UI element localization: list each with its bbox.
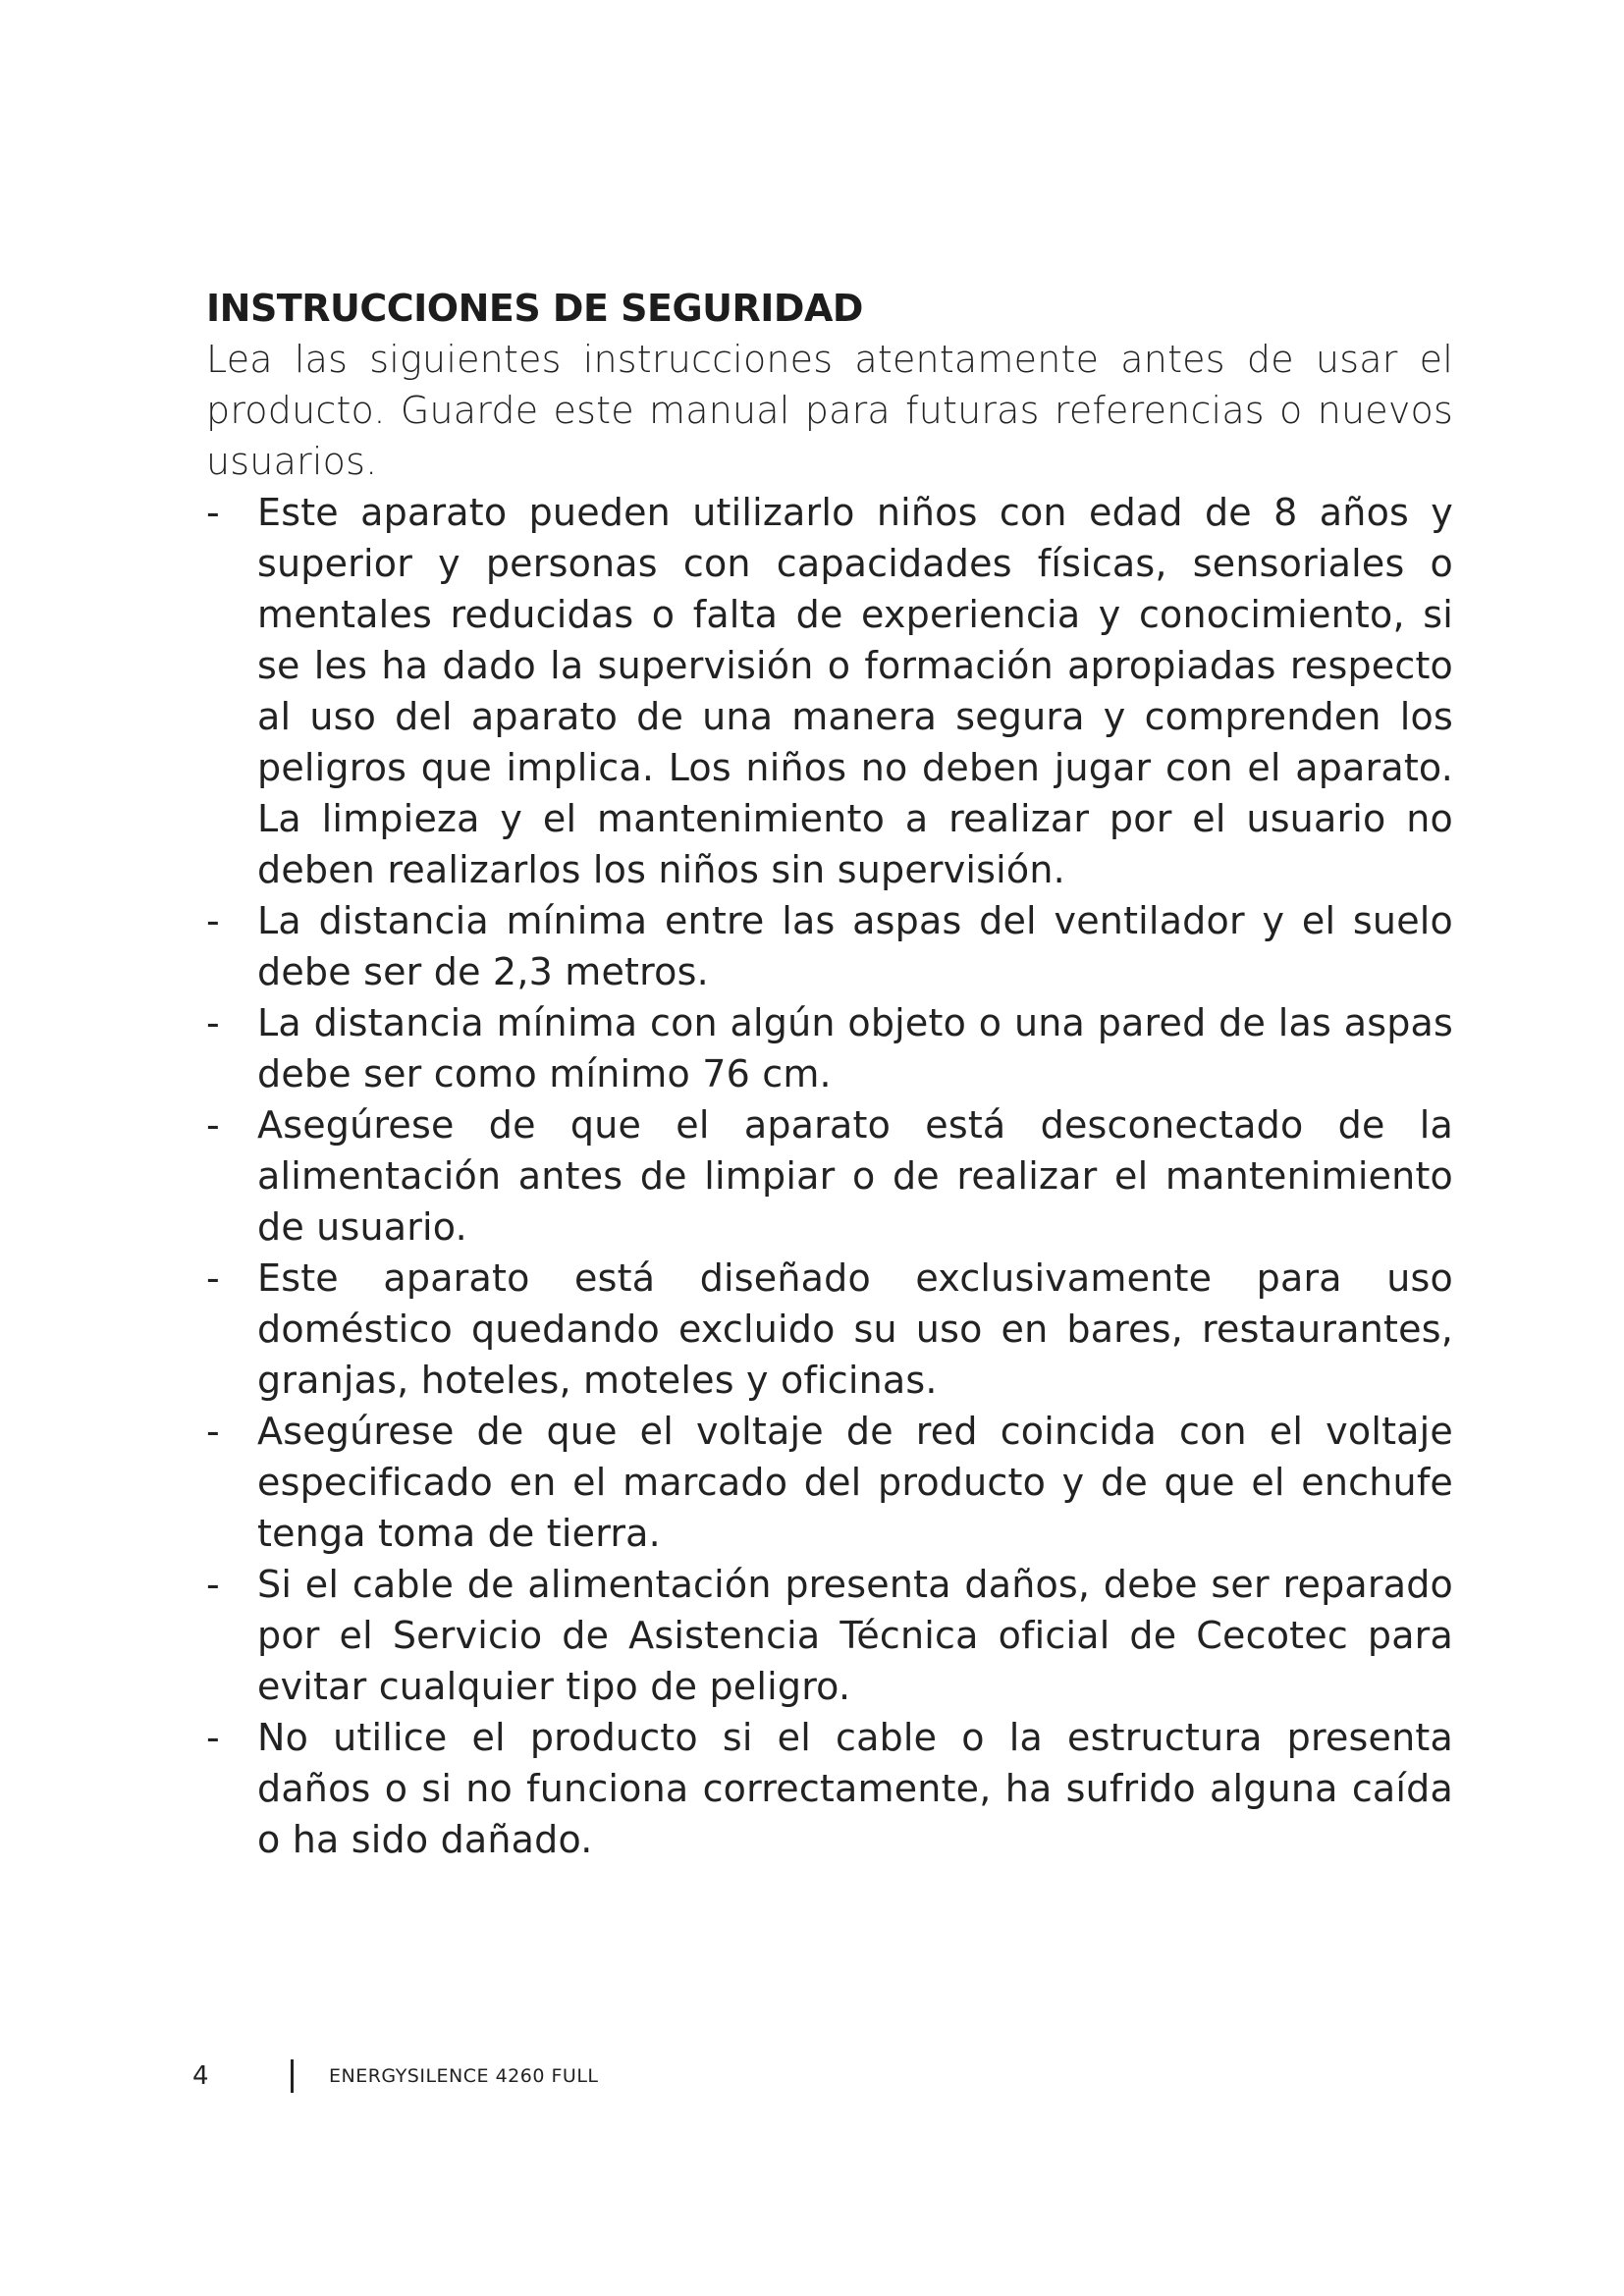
instruction-item bbox=[206, 1099, 1453, 1253]
instruction-item bbox=[206, 997, 1453, 1099]
instruction-item bbox=[206, 1559, 1453, 1712]
instruction-item bbox=[206, 1406, 1453, 1559]
page-number: 4 bbox=[192, 2061, 209, 2091]
product-name: ENERGYSILENCE 4260 FULL bbox=[329, 2065, 599, 2087]
page-content bbox=[206, 283, 1453, 1865]
bullet-dash: - bbox=[206, 1103, 220, 1147]
footer-divider bbox=[291, 2059, 294, 2093]
page-footer bbox=[192, 2054, 599, 2099]
instruction-text: Si el cable de alimentación presenta daños, debe ser reparado por el Servicio de Asistencia Técnica oficial de Cecotec para evitar cualquier tipo de peligro. bbox=[257, 1563, 1453, 1708]
section-title: INSTRUCCIONES DE SEGURIDAD bbox=[206, 287, 863, 330]
instruction-item bbox=[206, 1253, 1453, 1406]
instruction-item bbox=[206, 895, 1453, 997]
instruction-list bbox=[206, 487, 1453, 1865]
bullet-dash: - bbox=[206, 491, 220, 534]
bullet-dash: - bbox=[206, 1563, 220, 1606]
bullet-dash: - bbox=[206, 1001, 220, 1044]
instruction-text: La distancia mínima entre las aspas del ventilador y el suelo debe ser de 2,3 metros. bbox=[257, 899, 1453, 993]
bullet-dash: - bbox=[206, 1256, 220, 1300]
bullet-dash: - bbox=[206, 899, 220, 942]
instruction-text: Asegúrese de que el voltaje de red coincida con el voltaje especificado en el marcado del producto y de que el enchufe tenga toma de tierra. bbox=[257, 1410, 1453, 1555]
instruction-text: Este aparato está diseñado exclusivamente para uso doméstico quedando excluido su uso en bares, restaurantes, granjas, hoteles, moteles y oficinas. bbox=[257, 1256, 1453, 1402]
bullet-dash: - bbox=[206, 1410, 220, 1453]
instruction-text: No utilice el producto si el cable o la estructura presenta daños o si no funciona correctamente, ha sufrido alguna caída o ha sido dañado. bbox=[257, 1716, 1453, 1861]
instruction-item bbox=[206, 1712, 1453, 1865]
instruction-text: La distancia mínima con algún objeto o una pared de las aspas debe ser como mínimo 76 cm. bbox=[257, 1001, 1453, 1095]
intro-paragraph: Lea las siguientes instrucciones atentamente antes de usar el producto. Guarde este manual para futuras referencias o nuevos usuarios. bbox=[206, 338, 1453, 483]
instruction-text: Asegúrese de que el aparato está desconectado de la alimentación antes de limpiar o de realizar el mantenimiento de usuario. bbox=[257, 1103, 1453, 1249]
instruction-item bbox=[206, 487, 1453, 895]
bullet-dash: - bbox=[206, 1716, 220, 1759]
instruction-text: Este aparato pueden utilizarlo niños con edad de 8 años y superior y personas con capacidades físicas, sensoriales o mentales reducidas o falta de experiencia y conocimiento, si se les ha dado la supervisión o formación apropiadas respecto al uso del aparato de una manera segura y comprenden los peligros que implica. Los niños no deben jugar con el aparato. La limpieza y el mantenimiento a realizar por el usuario no deben realizarlos los niños sin supervisión. bbox=[257, 491, 1453, 891]
